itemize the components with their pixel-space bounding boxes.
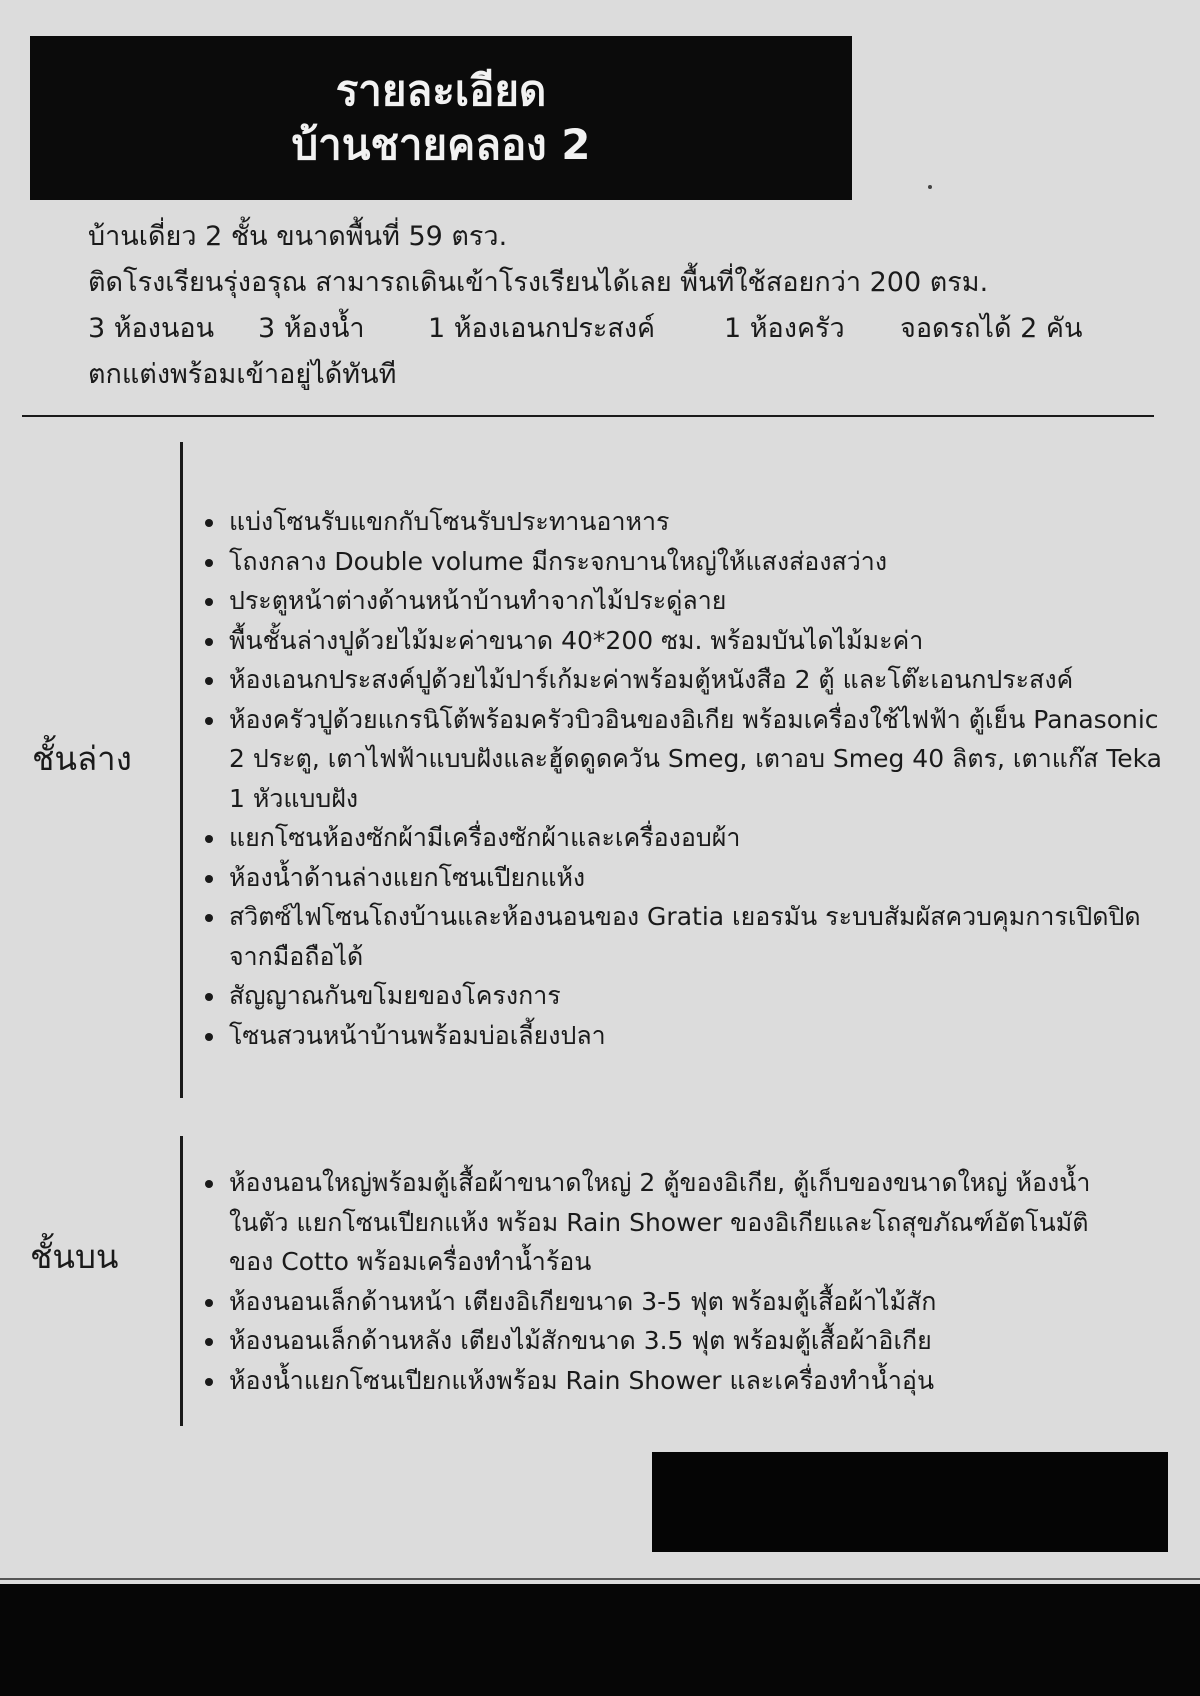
- redacted-footer-band: [0, 1584, 1200, 1696]
- intro-line-4: ตกแต่งพร้อมเข้าอยู่ได้ทันที: [88, 359, 397, 390]
- list-item: แบ่งโซนรับแขกกับโซนรับประทานอาหาร: [205, 502, 1177, 542]
- ground-floor-vline: [180, 442, 183, 1098]
- title-line-2: บ้านชายคลอง 2: [291, 120, 591, 169]
- ground-floor-list: [205, 502, 1177, 1055]
- rooms-row: [88, 306, 1168, 352]
- list-item: แยกโซนห้องซักผ้ามีเครื่องซักผ้าและเครื่องอบผ้า: [205, 818, 1177, 858]
- rooms-bedrooms: 3 ห้องนอน: [88, 313, 215, 344]
- list-item: ห้องเอนกประสงค์ปูด้วยไม้ปาร์เก้มะค่าพร้อมตู้หนังสือ 2 ตู้ และโต๊ะเอนกประสงค์: [205, 660, 1177, 700]
- title-line-1: รายละเอียด: [335, 66, 547, 115]
- list-item: ประตูหน้าต่างด้านหน้าบ้านทำจากไม้ประดู่ลาย: [205, 581, 1177, 621]
- list-item: ห้องน้ำแยกโซนเปียกแห้งพร้อม Rain Shower และเครื่องทำน้ำอุ่น: [205, 1361, 1105, 1401]
- rooms-parking: จอดรถได้ 2 คัน: [900, 313, 1083, 344]
- intro-line-1: บ้านเดี่ยว 2 ชั้น ขนาดพื้นที่ 59 ตรว.: [88, 221, 508, 252]
- redacted-box: [652, 1452, 1168, 1552]
- list-item: ห้องนอนเล็กด้านหน้า เตียงอิเกียขนาด 3-5 ฟุต พร้อมตู้เสื้อผ้าไม้สัก: [205, 1282, 1105, 1322]
- bottom-divider: [0, 1578, 1200, 1580]
- upper-floor-vline: [180, 1136, 183, 1426]
- list-item: โถงกลาง Double volume มีกระจกบานใหญ่ให้แสงส่องสว่าง: [205, 542, 1177, 582]
- list-item: ห้องนอนใหญ่พร้อมตู้เสื้อผ้าขนาดใหญ่ 2 ตู้ของอิเกีย, ตู้เก็บของขนาดใหญ่ ห้องน้ำในตัว แยกโซนเปียกแห้ง พร้อม Rain Shower ของอิเกียและโถสุขภัณฑ์อัตโนมัติของ Cotto พร้อมเครื่องทำน้ำร้อน: [205, 1163, 1105, 1282]
- section-divider: [22, 415, 1154, 417]
- list-item: โซนสวนหน้าบ้านพร้อมบ่อเลี้ยงปลา: [205, 1016, 1177, 1056]
- list-item: สวิตซ์ไฟโซนโถงบ้านและห้องนอนของ Gratia เยอรมัน ระบบสัมผัสควบคุมการเปิดปิดจากมือถือได้: [205, 897, 1177, 976]
- title-banner: [30, 36, 852, 200]
- rooms-multipurpose: 1 ห้องเอนกประสงค์: [428, 313, 656, 344]
- list-item: ห้องครัวปูด้วยแกรนิโต้พร้อมครัวบิวอินของอิเกีย พร้อมเครื่องใช้ไฟฟ้า ตู้เย็น Panasonic 2 ประตู, เตาไฟฟ้าแบบฝังและฮู้ดดูดควัน Smeg, เตาอบ Smeg 40 ลิตร, เตาแก๊ส Teka 1 หัวแบบฝัง: [205, 700, 1177, 819]
- upper-floor-list: [205, 1163, 1105, 1400]
- ground-floor-label: ชั้นล่าง: [32, 739, 132, 778]
- upper-floor-label: ชั้นบน: [30, 1237, 119, 1276]
- list-item: พื้นชั้นล่างปูด้วยไม้มะค่าขนาด 40*200 ซม. พร้อมบันไดไม้มะค่า: [205, 621, 1177, 661]
- list-item: ห้องนอนเล็กด้านหลัง เตียงไม้สักขนาด 3.5 ฟุต พร้อมตู้เสื้อผ้าอิเกีย: [205, 1321, 1105, 1361]
- speck-mark: [928, 185, 932, 189]
- rooms-kitchen: 1 ห้องครัว: [724, 313, 845, 344]
- intro-line-2: ติดโรงเรียนรุ่งอรุณ สามารถเดินเข้าโรงเรียนได้เลย พื้นที่ใช้สอยกว่า 200 ตรม.: [88, 267, 989, 298]
- rooms-bathrooms: 3 ห้องน้ำ: [258, 313, 365, 344]
- list-item: ห้องน้ำด้านล่างแยกโซนเปียกแห้ง: [205, 858, 1177, 898]
- list-item: สัญญาณกันขโมยของโครงการ: [205, 976, 1177, 1016]
- intro-section: [88, 214, 1168, 398]
